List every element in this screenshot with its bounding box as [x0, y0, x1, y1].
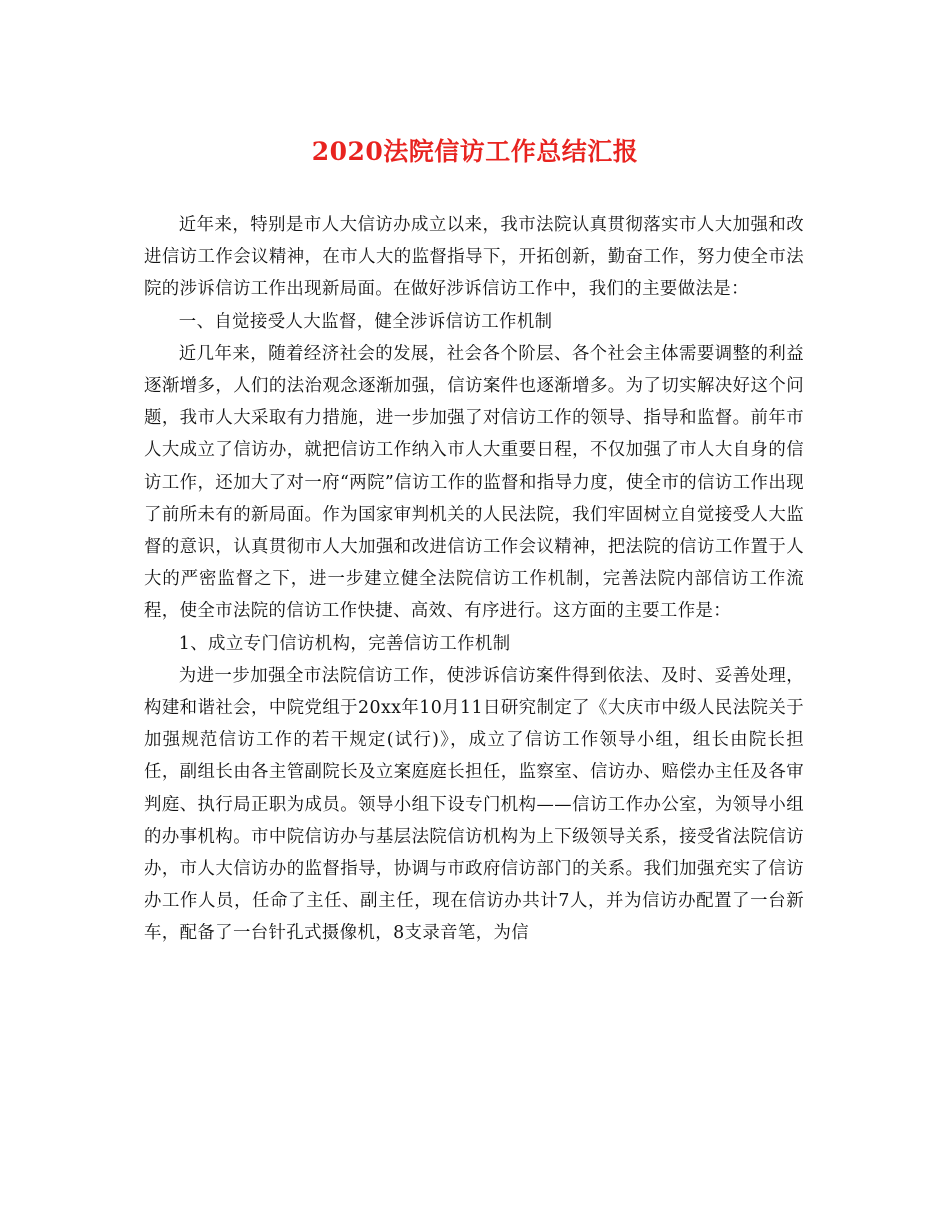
section-heading-1: 一、自觉接受人大监督，健全涉诉信访工作机制: [178, 311, 553, 332]
document-title: 2020法院信访工作总结汇报: [311, 137, 639, 166]
document-body: [144, 209, 804, 950]
paragraph-section-1: 近几年来，随着经济社会的发展，社会各个阶层、各个社会主体需要调整的利益逐渐增多，人们的法治观念逐渐加强，信访案件也逐渐增多。为了切实解决好这个问题，我市人大采取有力措施，进一步加强了对信访工作的领导、指导和监督。前年市人大成立了信访办，就把信访工作纳入市人大重要日程，不仅加强了市人大自身的信访工作，还加大了对一府“两院”信访工作的监督和指导力度，使全市的信访工作出现了前所未有的新局面。作为国家审判机关的人民法院，我们牢固树立自觉接受人大监督的意识，认真贯彻市人大加强和改进信访工作会议精神，把法院的信访工作置于人大的严密监督之下，进一步建立健全法院信访工作机制，完善法院内部信访工作流程，使全市法院的信访工作快捷、高效、有序进行。这方面的主要工作是：: [144, 343, 804, 622]
paragraph-subsection-1: 为进一步加强全市法院信访工作，使涉诉信访案件得到依法、及时、妥善处理，构建和谐社会，中院党组于20xx年10月11日研究制定了《大庆市中级人民法院关于加强规范信访工作的若干规定(试行)》，成立了信访工作领导小组，组长由院长担任，副组长由各主管副院长及立案庭庭长担任，监察室、信访办、赔偿办主任及各审判庭、执行局正职为成员。领导小组下设专门机构——信访工作办公室，为领导小组的办事机构。市中院信访办与基层法院信访机构为上下级领导关系，接受省法院信访办，市人大信访办的监督指导，协调与市政府信访部门的关系。我们加强充实了信访办工作人员，任命了主任、副主任，现在信访办共计7人，并为信访办配置了一台新车，配备了一台针孔式摄像机，8支录音笔，为信: [144, 665, 804, 944]
paragraph-intro: 近年来，特别是市人大信访办成立以来，我市法院认真贯彻落实市人大加强和改进信访工作会议精神，在市人大的监督指导下，开拓创新，勤奋工作，努力使全市法院的涉诉信访工作出现新局面。在做好涉诉信访工作中，我们的主要做法是：: [144, 215, 804, 300]
subsection-heading-1: 1、成立专门信访机构，完善信访工作机制: [178, 633, 511, 654]
